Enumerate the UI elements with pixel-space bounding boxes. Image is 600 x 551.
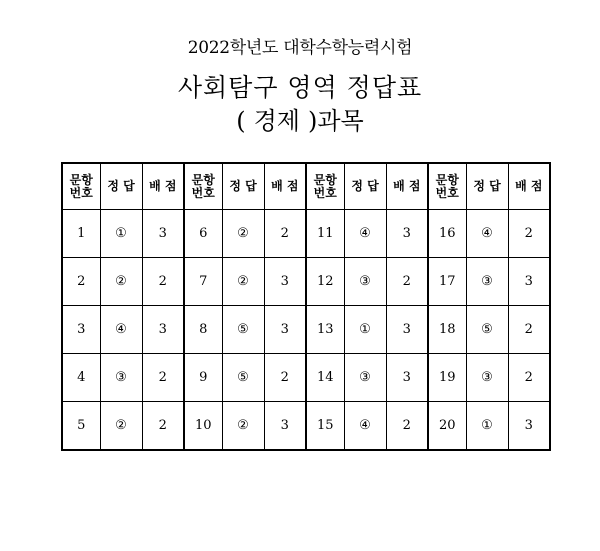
question-number: 10 [184, 402, 222, 451]
points-value: 2 [264, 354, 306, 402]
points-value: 2 [142, 354, 184, 402]
points-value: 3 [386, 306, 428, 354]
subject-name: 경제 [253, 107, 300, 135]
header-answer: 정 답 [466, 163, 508, 210]
question-number: 18 [428, 306, 466, 354]
header-points: 배 점 [386, 163, 428, 210]
points-value: 3 [264, 306, 306, 354]
answer-value: ① [466, 402, 508, 451]
question-number: 15 [306, 402, 344, 451]
exam-title: 2022학년도 대학수학능력시험 [187, 38, 413, 58]
answer-value: ② [222, 210, 264, 258]
question-number: 16 [428, 210, 466, 258]
header-points: 배 점 [264, 163, 306, 210]
answer-value: ③ [344, 258, 386, 306]
question-number: 17 [428, 258, 466, 306]
question-number: 6 [184, 210, 222, 258]
question-number: 2 [62, 258, 100, 306]
table-row [62, 402, 550, 451]
question-number: 19 [428, 354, 466, 402]
answer-value: ⑤ [222, 354, 264, 402]
answer-value: ② [222, 258, 264, 306]
header-question-number: 문항 번호 [306, 163, 344, 210]
document-title: 사회탐구 영역 정답표 [177, 73, 423, 102]
answer-value: ② [100, 258, 142, 306]
table-header-row [62, 163, 550, 210]
answer-value: ⑤ [466, 306, 508, 354]
question-number: 14 [306, 354, 344, 402]
answer-value: ③ [466, 354, 508, 402]
subject-close-paren: ) [308, 107, 318, 135]
subject-line [0, 101, 600, 136]
question-number: 7 [184, 258, 222, 306]
header-answer: 정 답 [222, 163, 264, 210]
header-question-number: 문항 번호 [428, 163, 466, 210]
question-number: 5 [62, 402, 100, 451]
answer-value: ① [100, 210, 142, 258]
points-value: 3 [508, 402, 550, 451]
points-value: 2 [264, 210, 306, 258]
answer-value: ④ [344, 402, 386, 451]
table-row [62, 306, 550, 354]
answer-value: ③ [466, 258, 508, 306]
question-number: 20 [428, 402, 466, 451]
question-number: 1 [62, 210, 100, 258]
question-number: 8 [184, 306, 222, 354]
header-points: 배 점 [142, 163, 184, 210]
question-number: 4 [62, 354, 100, 402]
answer-value: ③ [100, 354, 142, 402]
points-value: 2 [508, 306, 550, 354]
points-value: 3 [386, 354, 428, 402]
answer-value: ③ [344, 354, 386, 402]
points-value: 2 [508, 210, 550, 258]
header-points: 배 점 [508, 163, 550, 210]
points-value: 2 [508, 354, 550, 402]
question-number: 3 [62, 306, 100, 354]
question-number: 11 [306, 210, 344, 258]
answer-value: ② [222, 402, 264, 451]
answer-key-table [61, 162, 551, 451]
question-number: 12 [306, 258, 344, 306]
points-value: 2 [142, 258, 184, 306]
points-value: 2 [386, 402, 428, 451]
question-number: 9 [184, 354, 222, 402]
answer-value: ④ [344, 210, 386, 258]
points-value: 3 [264, 258, 306, 306]
header-answer: 정 답 [100, 163, 142, 210]
points-value: 3 [264, 402, 306, 451]
answer-value: ④ [100, 306, 142, 354]
answer-value: ⑤ [222, 306, 264, 354]
subject-open-paren: ( [236, 107, 246, 135]
table-row [62, 354, 550, 402]
points-value: 3 [142, 210, 184, 258]
question-number: 13 [306, 306, 344, 354]
points-value: 3 [508, 258, 550, 306]
header-question-number: 문항 번호 [62, 163, 100, 210]
table-row [62, 210, 550, 258]
answer-value: ① [344, 306, 386, 354]
points-value: 3 [142, 306, 184, 354]
header-question-number: 문항 번호 [184, 163, 222, 210]
subject-suffix: 과목 [317, 107, 364, 135]
answer-value: ④ [466, 210, 508, 258]
points-value: 2 [142, 402, 184, 451]
answer-value: ② [100, 402, 142, 451]
table-row [62, 258, 550, 306]
points-value: 2 [386, 258, 428, 306]
points-value: 3 [386, 210, 428, 258]
header-answer: 정 답 [344, 163, 386, 210]
